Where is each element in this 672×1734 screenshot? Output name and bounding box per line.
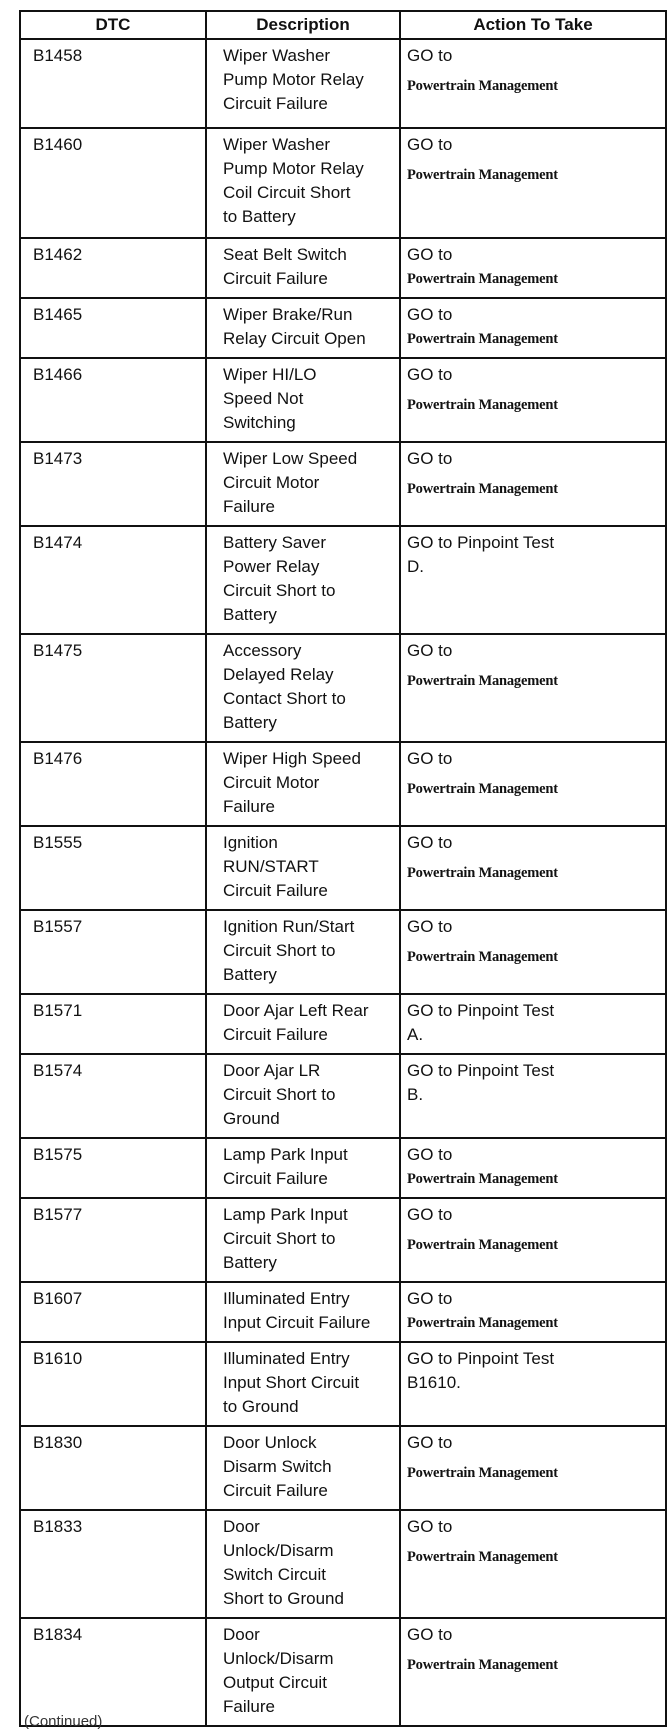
description-line: Delayed Relay: [223, 665, 334, 684]
action-line: GO to: [407, 1205, 453, 1224]
description-line: Relay Circuit Open: [223, 329, 366, 348]
action-line: B1610.: [407, 1373, 461, 1392]
action-cell: [400, 1138, 666, 1198]
dtc-code: B1475: [33, 641, 83, 660]
action-reference-link[interactable]: Powertrain Management: [407, 1465, 558, 1481]
action-reference-link[interactable]: Powertrain Management: [407, 167, 558, 183]
description-line: Battery Saver: [223, 533, 326, 552]
action-reference-link[interactable]: Powertrain Management: [407, 949, 558, 965]
description-line: Lamp Park Input: [223, 1205, 348, 1224]
action-reference-link[interactable]: Powertrain Management: [407, 865, 558, 881]
action-line: GO to: [407, 1625, 453, 1644]
action-line: GO to Pinpoint Test: [407, 533, 555, 552]
description-line: Failure: [223, 1697, 275, 1716]
description-line: Unlock/Disarm: [223, 1541, 334, 1560]
action-cell: [400, 358, 666, 442]
description-line: Speed Not: [223, 389, 304, 408]
continued-note: (Continued): [24, 1713, 103, 1730]
dtc-code-cell: [20, 826, 206, 910]
description-line: Circuit Failure: [223, 1169, 328, 1188]
action-line: D.: [407, 557, 424, 576]
description-line: Door: [223, 1625, 260, 1644]
description-line: Failure: [223, 497, 275, 516]
table-row: [20, 1198, 666, 1282]
description-cell: [206, 826, 400, 910]
description-cell: [206, 742, 400, 826]
dtc-code: B1610: [33, 1349, 83, 1368]
description-line: Wiper Washer: [223, 135, 331, 154]
description-cell: [206, 1138, 400, 1198]
description-cell: [206, 1426, 400, 1510]
action-reference-link[interactable]: Powertrain Management: [407, 1315, 558, 1331]
dtc-code-cell: [20, 994, 206, 1054]
description-line: Unlock/Disarm: [223, 1649, 334, 1668]
description-cell: [206, 1342, 400, 1426]
description-line: Pump Motor Relay: [223, 70, 364, 89]
dtc-code-cell: [20, 1510, 206, 1618]
description-line: Circuit Short to: [223, 1085, 336, 1104]
description-line: Circuit Short to: [223, 581, 336, 600]
table-row: [20, 910, 666, 994]
description-line: Pump Motor Relay: [223, 159, 364, 178]
action-line: GO to: [407, 917, 453, 936]
action-reference-link[interactable]: Powertrain Management: [407, 78, 558, 94]
action-line: GO to: [407, 135, 453, 154]
header-dtc: DTC: [20, 11, 206, 39]
dtc-code-cell: [20, 1282, 206, 1342]
description-line: Illuminated Entry: [223, 1289, 350, 1308]
table-body: [20, 39, 666, 1726]
description-line: Failure: [223, 797, 275, 816]
action-line: GO to: [407, 365, 453, 384]
action-cell: [400, 39, 666, 128]
action-cell: [400, 634, 666, 742]
action-line: GO to: [407, 449, 453, 468]
action-cell: [400, 1618, 666, 1726]
action-cell: [400, 442, 666, 526]
description-cell: [206, 1282, 400, 1342]
dtc-code-cell: [20, 128, 206, 238]
dtc-code-cell: [20, 910, 206, 994]
dtc-code-cell: [20, 1618, 206, 1726]
description-line: Circuit Failure: [223, 881, 328, 900]
table-row: [20, 1282, 666, 1342]
description-line: Battery: [223, 965, 277, 984]
description-line: Seat Belt Switch: [223, 245, 347, 264]
table-row: [20, 39, 666, 128]
dtc-code: B1476: [33, 749, 83, 768]
action-line: GO to: [407, 1145, 453, 1164]
dtc-code: B1458: [33, 46, 83, 65]
action-reference-link[interactable]: Powertrain Management: [407, 1549, 558, 1565]
description-line: Circuit Failure: [223, 269, 328, 288]
action-reference-link[interactable]: Powertrain Management: [407, 1237, 558, 1253]
description-cell: [206, 910, 400, 994]
action-reference-link[interactable]: Powertrain Management: [407, 673, 558, 689]
action-cell: [400, 826, 666, 910]
description-cell: [206, 128, 400, 238]
action-reference-link[interactable]: Powertrain Management: [407, 481, 558, 497]
action-cell: [400, 526, 666, 634]
dtc-code: B1575: [33, 1145, 83, 1164]
dtc-code-cell: [20, 634, 206, 742]
description-line: Battery: [223, 1253, 277, 1272]
action-cell: [400, 1198, 666, 1282]
dtc-code: B1555: [33, 833, 83, 852]
dtc-code-cell: [20, 742, 206, 826]
table-row: [20, 742, 666, 826]
dtc-code: B1571: [33, 1001, 83, 1020]
dtc-code-cell: [20, 1342, 206, 1426]
dtc-code: B1833: [33, 1517, 83, 1536]
action-reference-link[interactable]: Powertrain Management: [407, 1171, 558, 1187]
description-cell: [206, 526, 400, 634]
dtc-table: [19, 10, 667, 1727]
action-line: GO to: [407, 1289, 453, 1308]
table-row: [20, 442, 666, 526]
action-cell: [400, 1426, 666, 1510]
description-line: Input Circuit Failure: [223, 1313, 371, 1332]
description-line: Battery: [223, 605, 277, 624]
table-row: [20, 298, 666, 358]
dtc-code-cell: [20, 442, 206, 526]
description-line: Door Ajar LR: [223, 1061, 321, 1080]
action-line: GO to Pinpoint Test: [407, 1001, 555, 1020]
description-line: Coil Circuit Short: [223, 183, 351, 202]
table-row: [20, 1510, 666, 1618]
dtc-code: B1834: [33, 1625, 83, 1644]
dtc-code: B1473: [33, 449, 83, 468]
description-line: Illuminated Entry: [223, 1349, 350, 1368]
table-row: [20, 1342, 666, 1426]
description-line: Wiper High Speed: [223, 749, 361, 768]
description-line: Wiper Washer: [223, 46, 331, 65]
description-line: Ground: [223, 1109, 280, 1128]
dtc-code-cell: [20, 1198, 206, 1282]
action-cell: [400, 742, 666, 826]
description-line: Circuit Failure: [223, 1481, 328, 1500]
action-line: GO to: [407, 1517, 453, 1536]
action-line: GO to Pinpoint Test: [407, 1061, 555, 1080]
action-cell: [400, 128, 666, 238]
action-cell: [400, 994, 666, 1054]
description-line: Wiper Brake/Run: [223, 305, 353, 324]
description-line: Door Ajar Left Rear: [223, 1001, 369, 1020]
dtc-code: B1830: [33, 1433, 83, 1452]
action-cell: [400, 238, 666, 298]
dtc-code: B1607: [33, 1289, 83, 1308]
description-cell: [206, 442, 400, 526]
description-line: Input Short Circuit: [223, 1373, 360, 1392]
description-line: Accessory: [223, 641, 302, 660]
action-line: GO to: [407, 305, 453, 324]
dtc-code: B1474: [33, 533, 83, 552]
description-cell: [206, 298, 400, 358]
description-cell: [206, 1198, 400, 1282]
table-row: [20, 1054, 666, 1138]
dtc-code: B1465: [33, 305, 83, 324]
table-row: [20, 358, 666, 442]
action-reference-link[interactable]: Powertrain Management: [407, 397, 558, 413]
table-row: [20, 826, 666, 910]
table-row: [20, 634, 666, 742]
dtc-code: B1462: [33, 245, 83, 264]
action-cell: [400, 910, 666, 994]
action-reference-link[interactable]: Powertrain Management: [407, 271, 558, 287]
dtc-code-cell: [20, 1426, 206, 1510]
description-line: Power Relay: [223, 557, 320, 576]
description-line: Door: [223, 1517, 260, 1536]
table-row: [20, 1138, 666, 1198]
description-line: Circuit Motor: [223, 473, 320, 492]
table-row: [20, 994, 666, 1054]
table-row: [20, 526, 666, 634]
header-action-to-take: Action To Take: [400, 11, 666, 39]
description-line: Ignition: [223, 833, 278, 852]
description-cell: [206, 1510, 400, 1618]
action-cell: [400, 298, 666, 358]
description-line: Contact Short to: [223, 689, 346, 708]
description-line: Door Unlock: [223, 1433, 317, 1452]
action-line: GO to: [407, 641, 453, 660]
description-line: Disarm Switch: [223, 1457, 332, 1476]
description-cell: [206, 634, 400, 742]
description-line: Wiper HI/LO: [223, 365, 317, 384]
description-line: Switching: [223, 413, 296, 432]
description-cell: [206, 1054, 400, 1138]
action-reference-link[interactable]: Powertrain Management: [407, 781, 558, 797]
action-line: GO to: [407, 749, 453, 768]
action-cell: [400, 1510, 666, 1618]
table-row: [20, 128, 666, 238]
description-line: to Battery: [223, 207, 296, 226]
dtc-code-cell: [20, 1138, 206, 1198]
dtc-code-cell: [20, 358, 206, 442]
description-line: to Ground: [223, 1397, 299, 1416]
description-cell: [206, 238, 400, 298]
dtc-code-cell: [20, 526, 206, 634]
action-cell: [400, 1282, 666, 1342]
description-line: Lamp Park Input: [223, 1145, 348, 1164]
dtc-code: B1574: [33, 1061, 83, 1080]
description-cell: [206, 358, 400, 442]
description-line: RUN/START: [223, 857, 319, 876]
action-cell: [400, 1054, 666, 1138]
description-line: Switch Circuit: [223, 1565, 326, 1584]
action-cell: [400, 1342, 666, 1426]
action-reference-link[interactable]: Powertrain Management: [407, 1657, 558, 1673]
description-line: Battery: [223, 713, 277, 732]
description-line: Circuit Short to: [223, 941, 336, 960]
description-line: Circuit Short to: [223, 1229, 336, 1248]
action-line: GO to Pinpoint Test: [407, 1349, 555, 1368]
dtc-code-cell: [20, 238, 206, 298]
description-line: Circuit Failure: [223, 1025, 328, 1044]
description-line: Circuit Failure: [223, 94, 328, 113]
dtc-code: B1466: [33, 365, 83, 384]
dtc-code: B1577: [33, 1205, 83, 1224]
action-line: A.: [407, 1025, 424, 1044]
description-line: Ignition Run/Start: [223, 917, 355, 936]
table-header-row: [20, 11, 666, 39]
action-line: GO to: [407, 46, 453, 65]
table-row: [20, 1618, 666, 1726]
dtc-code-cell: [20, 298, 206, 358]
description-line: Short to Ground: [223, 1589, 344, 1608]
description-line: Output Circuit: [223, 1673, 327, 1692]
description-cell: [206, 39, 400, 128]
dtc-code: B1557: [33, 917, 83, 936]
description-line: Circuit Motor: [223, 773, 320, 792]
description-cell: [206, 1618, 400, 1726]
action-line: GO to: [407, 1433, 453, 1452]
table-row: [20, 1426, 666, 1510]
dtc-code-cell: [20, 1054, 206, 1138]
action-line: GO to: [407, 833, 453, 852]
dtc-code-cell: [20, 39, 206, 128]
dtc-code: B1460: [33, 135, 83, 154]
action-line: B.: [407, 1085, 424, 1104]
table-row: [20, 238, 666, 298]
description-cell: [206, 994, 400, 1054]
action-reference-link[interactable]: Powertrain Management: [407, 331, 558, 347]
header-description: Description: [206, 11, 400, 39]
description-line: Wiper Low Speed: [223, 449, 358, 468]
action-line: GO to: [407, 245, 453, 264]
